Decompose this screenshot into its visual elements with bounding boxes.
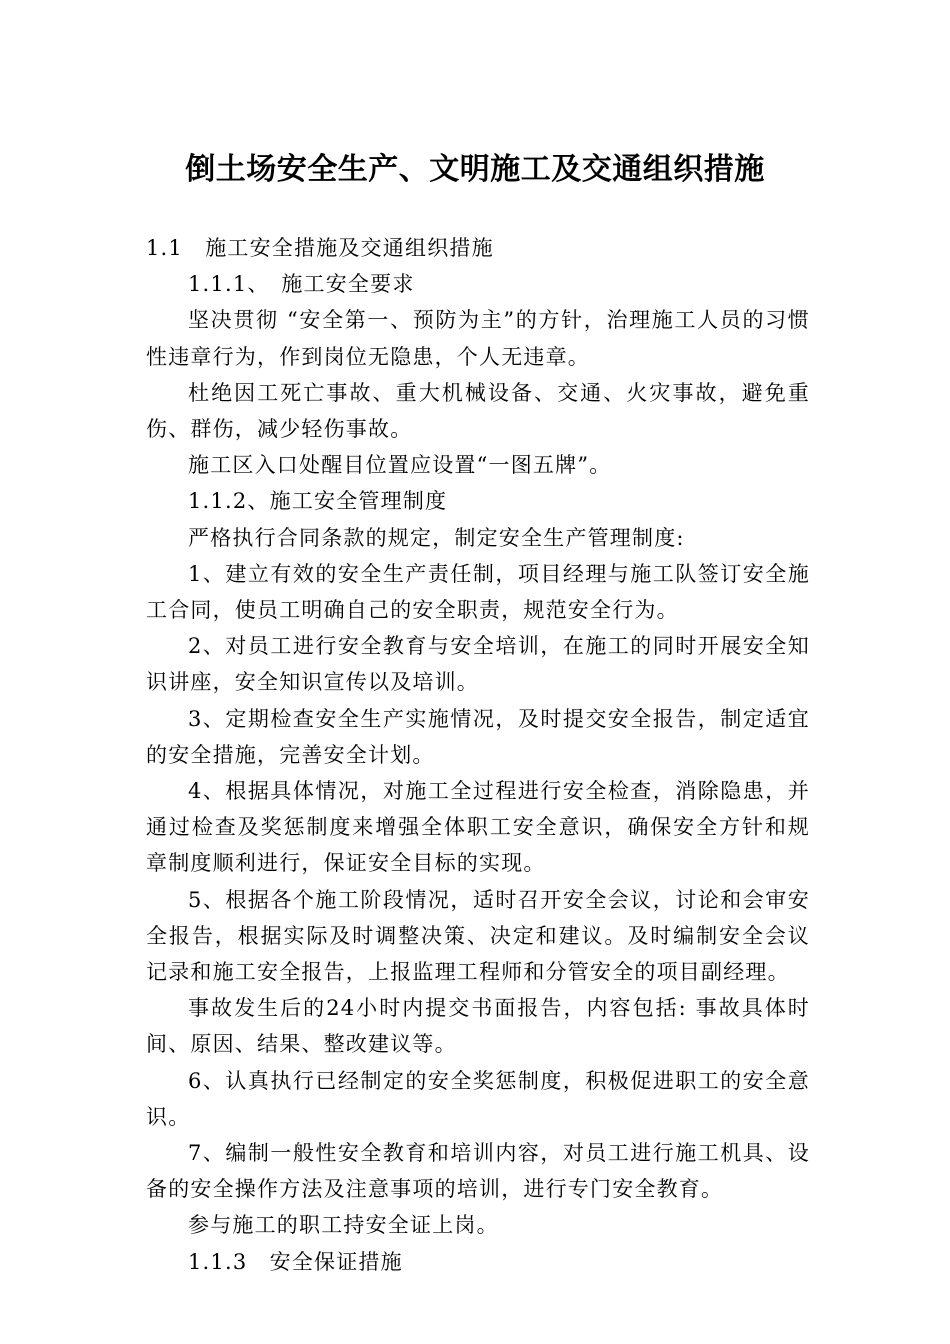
list-item: 1、建立有效的安全生产责任制，项目经理与施工队签订安全施工合同，使员工明确自己的安全职责，规范安全行为。 bbox=[146, 561, 810, 623]
document-body bbox=[146, 230, 810, 1280]
list-item: 4、根据具体情况，对施工全过程进行安全检查，消除隐患，并通过检查及奖惩制度来增强全体职工安全意识，确保安全方针和规章制度顺利进行，保证安全目标的实现。 bbox=[146, 779, 810, 876]
list-item: 2、对员工进行安全教育与安全培训，在施工的同时开展安全知识讲座，安全知识宣传以及培训。 bbox=[146, 634, 810, 695]
paragraph: 参与施工的职工持安全证上岗。 bbox=[188, 1213, 499, 1238]
subsection-heading: 1.1.2、施工安全管理制度 bbox=[188, 489, 448, 514]
subsection-heading: 1.1.1、 施工安全要求 bbox=[188, 272, 415, 297]
paragraph: 坚决贯彻 “安全第一、预防为主”的方针，治理施工人员的习惯性违章行为，作到岗位无隐患，个人无违章。 bbox=[146, 308, 810, 369]
subsection-heading: 1.1.3 安全保证措施 bbox=[188, 1249, 403, 1274]
list-item: 5、根据各个施工阶段情况，适时召开安全会议，讨论和会审安全报告，根据实际及时调整决策、决定和建议。及时编制安全会议记录和施工安全报告，上报监理工程师和分管安全的项目副经理。 bbox=[146, 887, 810, 985]
paragraph: 杜绝因工死亡事故、重大机械设备、交通、火灾事故，避免重伤、群伤，减少轻伤事故。 bbox=[146, 380, 810, 442]
list-item: 6、认真执行已经制定的安全奖惩制度，积极促进职工的安全意识。 bbox=[146, 1068, 810, 1129]
list-item: 7、编制一般性安全教育和培训内容，对员工进行施工机具、设备的安全操作方法及注意事项的培训，进行专门安全教育。 bbox=[146, 1141, 810, 1202]
paragraph: 施工区入口处醒目位置应设置“一图五牌”。 bbox=[188, 453, 612, 478]
paragraph: 严格执行合同条款的规定，制定安全生产管理制度: bbox=[188, 525, 685, 550]
section-heading: 1.1 施工安全措施及交通组织措施 bbox=[146, 236, 494, 260]
paragraph: 事故发生后的24小时内提交书面报告，内容包括: 事故具体时间、原因、结果、整改建议等。 bbox=[146, 996, 810, 1057]
document-title: 倒土场安全生产、文明施工及交通组织措施 bbox=[185, 152, 765, 187]
list-item: 3、定期检查安全生产实施情况，及时提交安全报告，制定适宜的安全措施，完善安全计划。 bbox=[146, 706, 810, 767]
